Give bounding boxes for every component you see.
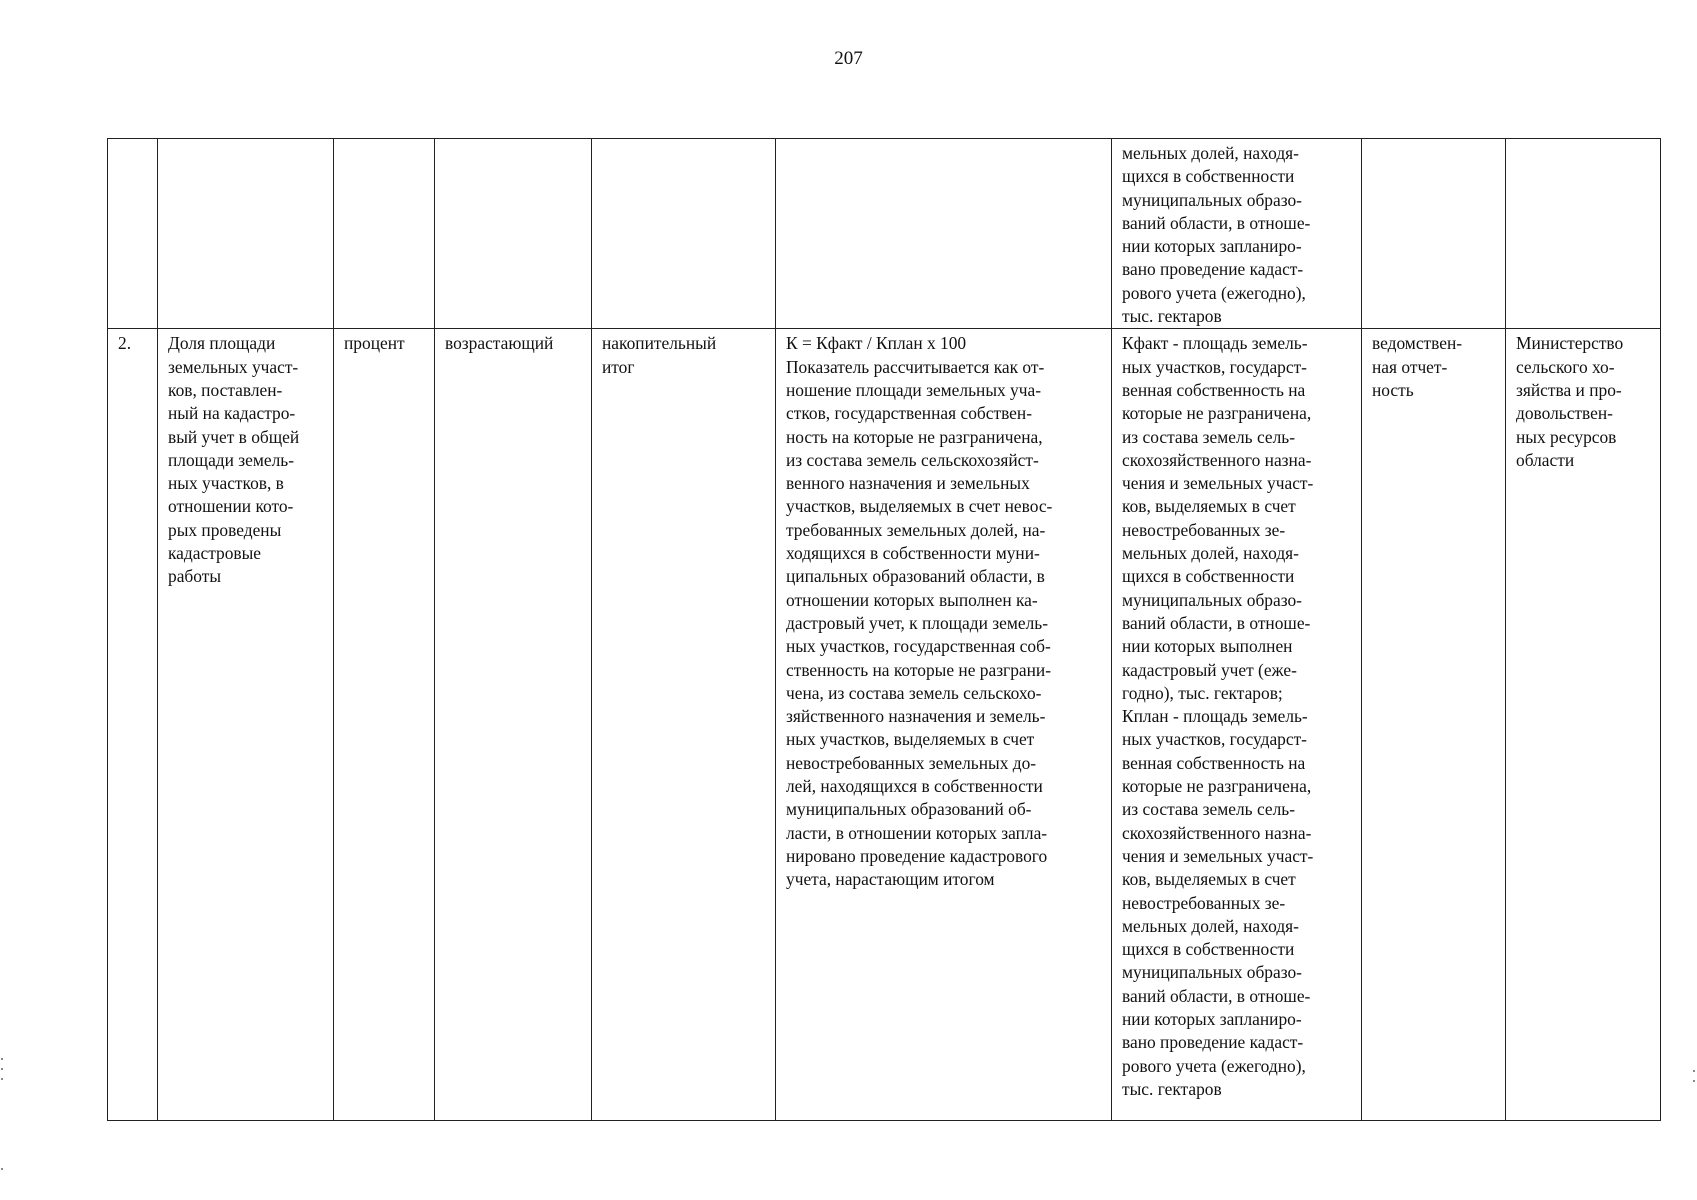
- scan-mark-right-2: [1693, 1080, 1695, 1082]
- scan-mark-left-1: [1, 1058, 3, 1060]
- cell-variables: Кфакт - площадь земель- ных участков, государст- венная собственность на которые не разграничена, из состава земель сель- скохозяйственного назна- чения и земельных участ- ков, выделяемых в счет невостребованных зе- мельных долей, находя- щихся в собственности муниципальных образо- ваний области, в отноше- нии которых выполнен кадастровый учет (еже- годно), тыс. гектаров; Кплан - площадь земель- ных участков, государст- венная собственность на которые не разграничена, из состава земель сель- скохозяйственного назна- чения и земельных участ- ков, выделяемых в счет невостребованных зе- мельных долей, находя- щихся в собственности муниципальных образо- ваний области, в отноше- нии которых запланиро- вано проведение кадаст- рового учета (ежегодно), тыс. гектаров: [1112, 329, 1362, 1121]
- cell-dynamics: возрастающий: [435, 329, 592, 1121]
- cell-unit: процент: [334, 329, 435, 1121]
- cell-accumulation: накопительный итог: [592, 329, 776, 1121]
- cell-number: [108, 139, 158, 329]
- scan-mark-left-4: [1, 1168, 3, 1170]
- table-row-continuation: [108, 139, 1661, 329]
- cell-number: 2.: [108, 329, 158, 1121]
- cell-formula: [776, 139, 1112, 329]
- cell-formula: К = Кфакт / Кплан х 100 Показатель рассчитывается как от- ношение площади земельных уча- стков, государственная собствен- ность на которые не разграничена, из состава земель сельскохозяйст- венного назначения и земельных участков, выделяемых в счет невос- требованных земельных долей, на- ходящихся в собственности муни- ципальных образований области, в отношении которых выполнен ка- дастровый учет, к площади земель- ных участков, государственная соб- ственность на которые не разграни- чена, из состава земель сельскохо- зяйственного назначения и земель- ных участков, выделяемых в счет невостребованных земельных до- лей, находящихся в собственности муниципальных образований об- ласти, в отношении которых запла- нировано проведение кадастрового учета, нарастающим итогом: [776, 329, 1112, 1121]
- page-number: 207: [834, 48, 863, 69]
- scan-mark-left-3: [1, 1078, 3, 1080]
- cell-responsible: [1506, 139, 1661, 329]
- cell-responsible: Министерство сельского хо- зяйства и про- довольствен- ных ресурсов области: [1506, 329, 1661, 1121]
- cell-unit: [334, 139, 435, 329]
- cell-source: [1362, 139, 1506, 329]
- cell-indicator-name: Доля площади земельных участ- ков, поставлен- ный на кадастро- вый учет в общей площади земель- ных участков, в отношении кото- рых проведены кадастровые работы: [158, 329, 334, 1121]
- indicator-table: [107, 138, 1661, 1121]
- scan-mark-left-2: [1, 1068, 3, 1070]
- table-row-indicator-2: [108, 329, 1661, 1121]
- cell-source: ведомствен- ная отчет- ность: [1362, 329, 1506, 1121]
- cell-indicator-name: [158, 139, 334, 329]
- scan-mark-right-1: [1693, 1070, 1695, 1072]
- cell-accumulation: [592, 139, 776, 329]
- cell-variables: мельных долей, находя- щихся в собственности муниципальных образо- ваний области, в отноше- нии которых запланиро- вано проведение кадаст- рового учета (ежегодно), тыс. гектаров: [1112, 139, 1362, 329]
- cell-dynamics: [435, 139, 592, 329]
